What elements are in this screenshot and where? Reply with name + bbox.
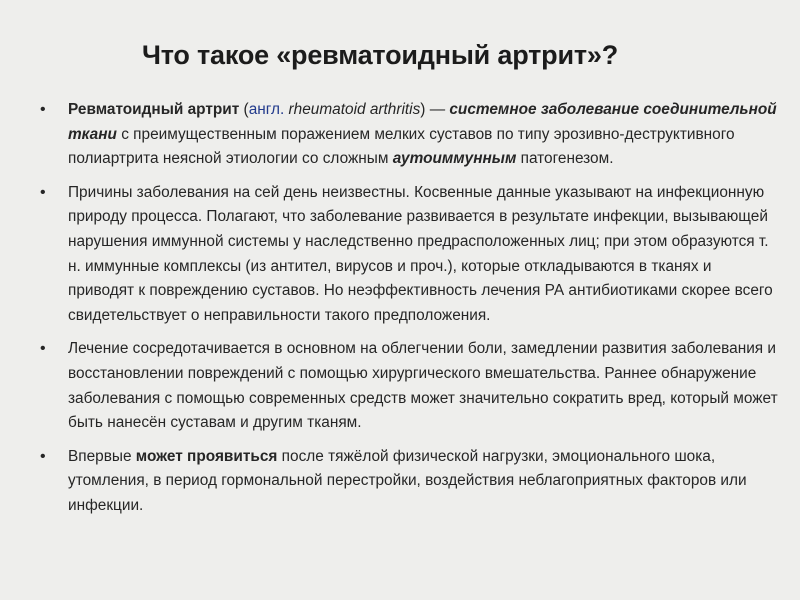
slide-title: Что такое «ревматоидный артрит»? [141,40,618,70]
list-item-definition [40,98,778,172]
bullet-icon: • [40,447,46,465]
text-fragment: после тяжёлой физической нагрузки, эмоционального шока, утомления, в период гормональной перестройки, воздействия неблагоприятных факторов или инфекции. [68,447,747,514]
text-fragment: Впервые [68,447,136,465]
text-fragment: патогенезом. [516,150,614,168]
lang-link[interactable]: англ. [248,101,285,118]
emphasis: системное заболевание соединительной ткани [68,101,777,143]
item-text: Лечение сосредотачивается в основном на облегчении боли, замедлении развития заболевания и восстановлении повреждений с помощью хирургического вмешательства. Раннее обнаружение заболевания с помощью современных средств может значительно сократить вред, который может быть нанесён суставам и другим тканям. [68,340,778,432]
bullet-icon: • [40,183,46,201]
bullet-icon: • [40,101,46,118]
emphasis: аутоиммунным [392,150,517,168]
item-text: Причины заболевания на сей день неизвестны. Косвенные данные указывают на инфекционную природу процесса. Полагают, что заболевание развивается в результате инфекции, вызывающей нарушения иммунной системы у наследственно предрасположенных лиц; при этом образуются т. н. иммунные комплексы (из антител, вирусов и проч.), которые откладываются в тканях и приводят к повреждению суставов. Но неэффективность лечения РА антибиотиками скорее всего свидетельствует о неправильности такого предположения. [68,183,773,324]
list-item-onset [40,445,778,519]
emphasis: может проявиться [135,447,278,465]
bullet-icon: • [40,340,46,358]
text-fragment: с преимущественным поражением мелких суставов по типу эрозивно-деструктивного полиартрита неясной этиологии со сложным [68,125,735,168]
text-fragment: ) — [420,101,450,118]
term: Ревматоидный артрит [68,101,240,118]
list-item-causes [40,181,778,329]
text-fragment: ( [239,101,249,118]
bullet-list [40,98,778,528]
latin-name: rheumatoid arthritis [284,101,421,118]
list-item-treatment [40,337,778,435]
